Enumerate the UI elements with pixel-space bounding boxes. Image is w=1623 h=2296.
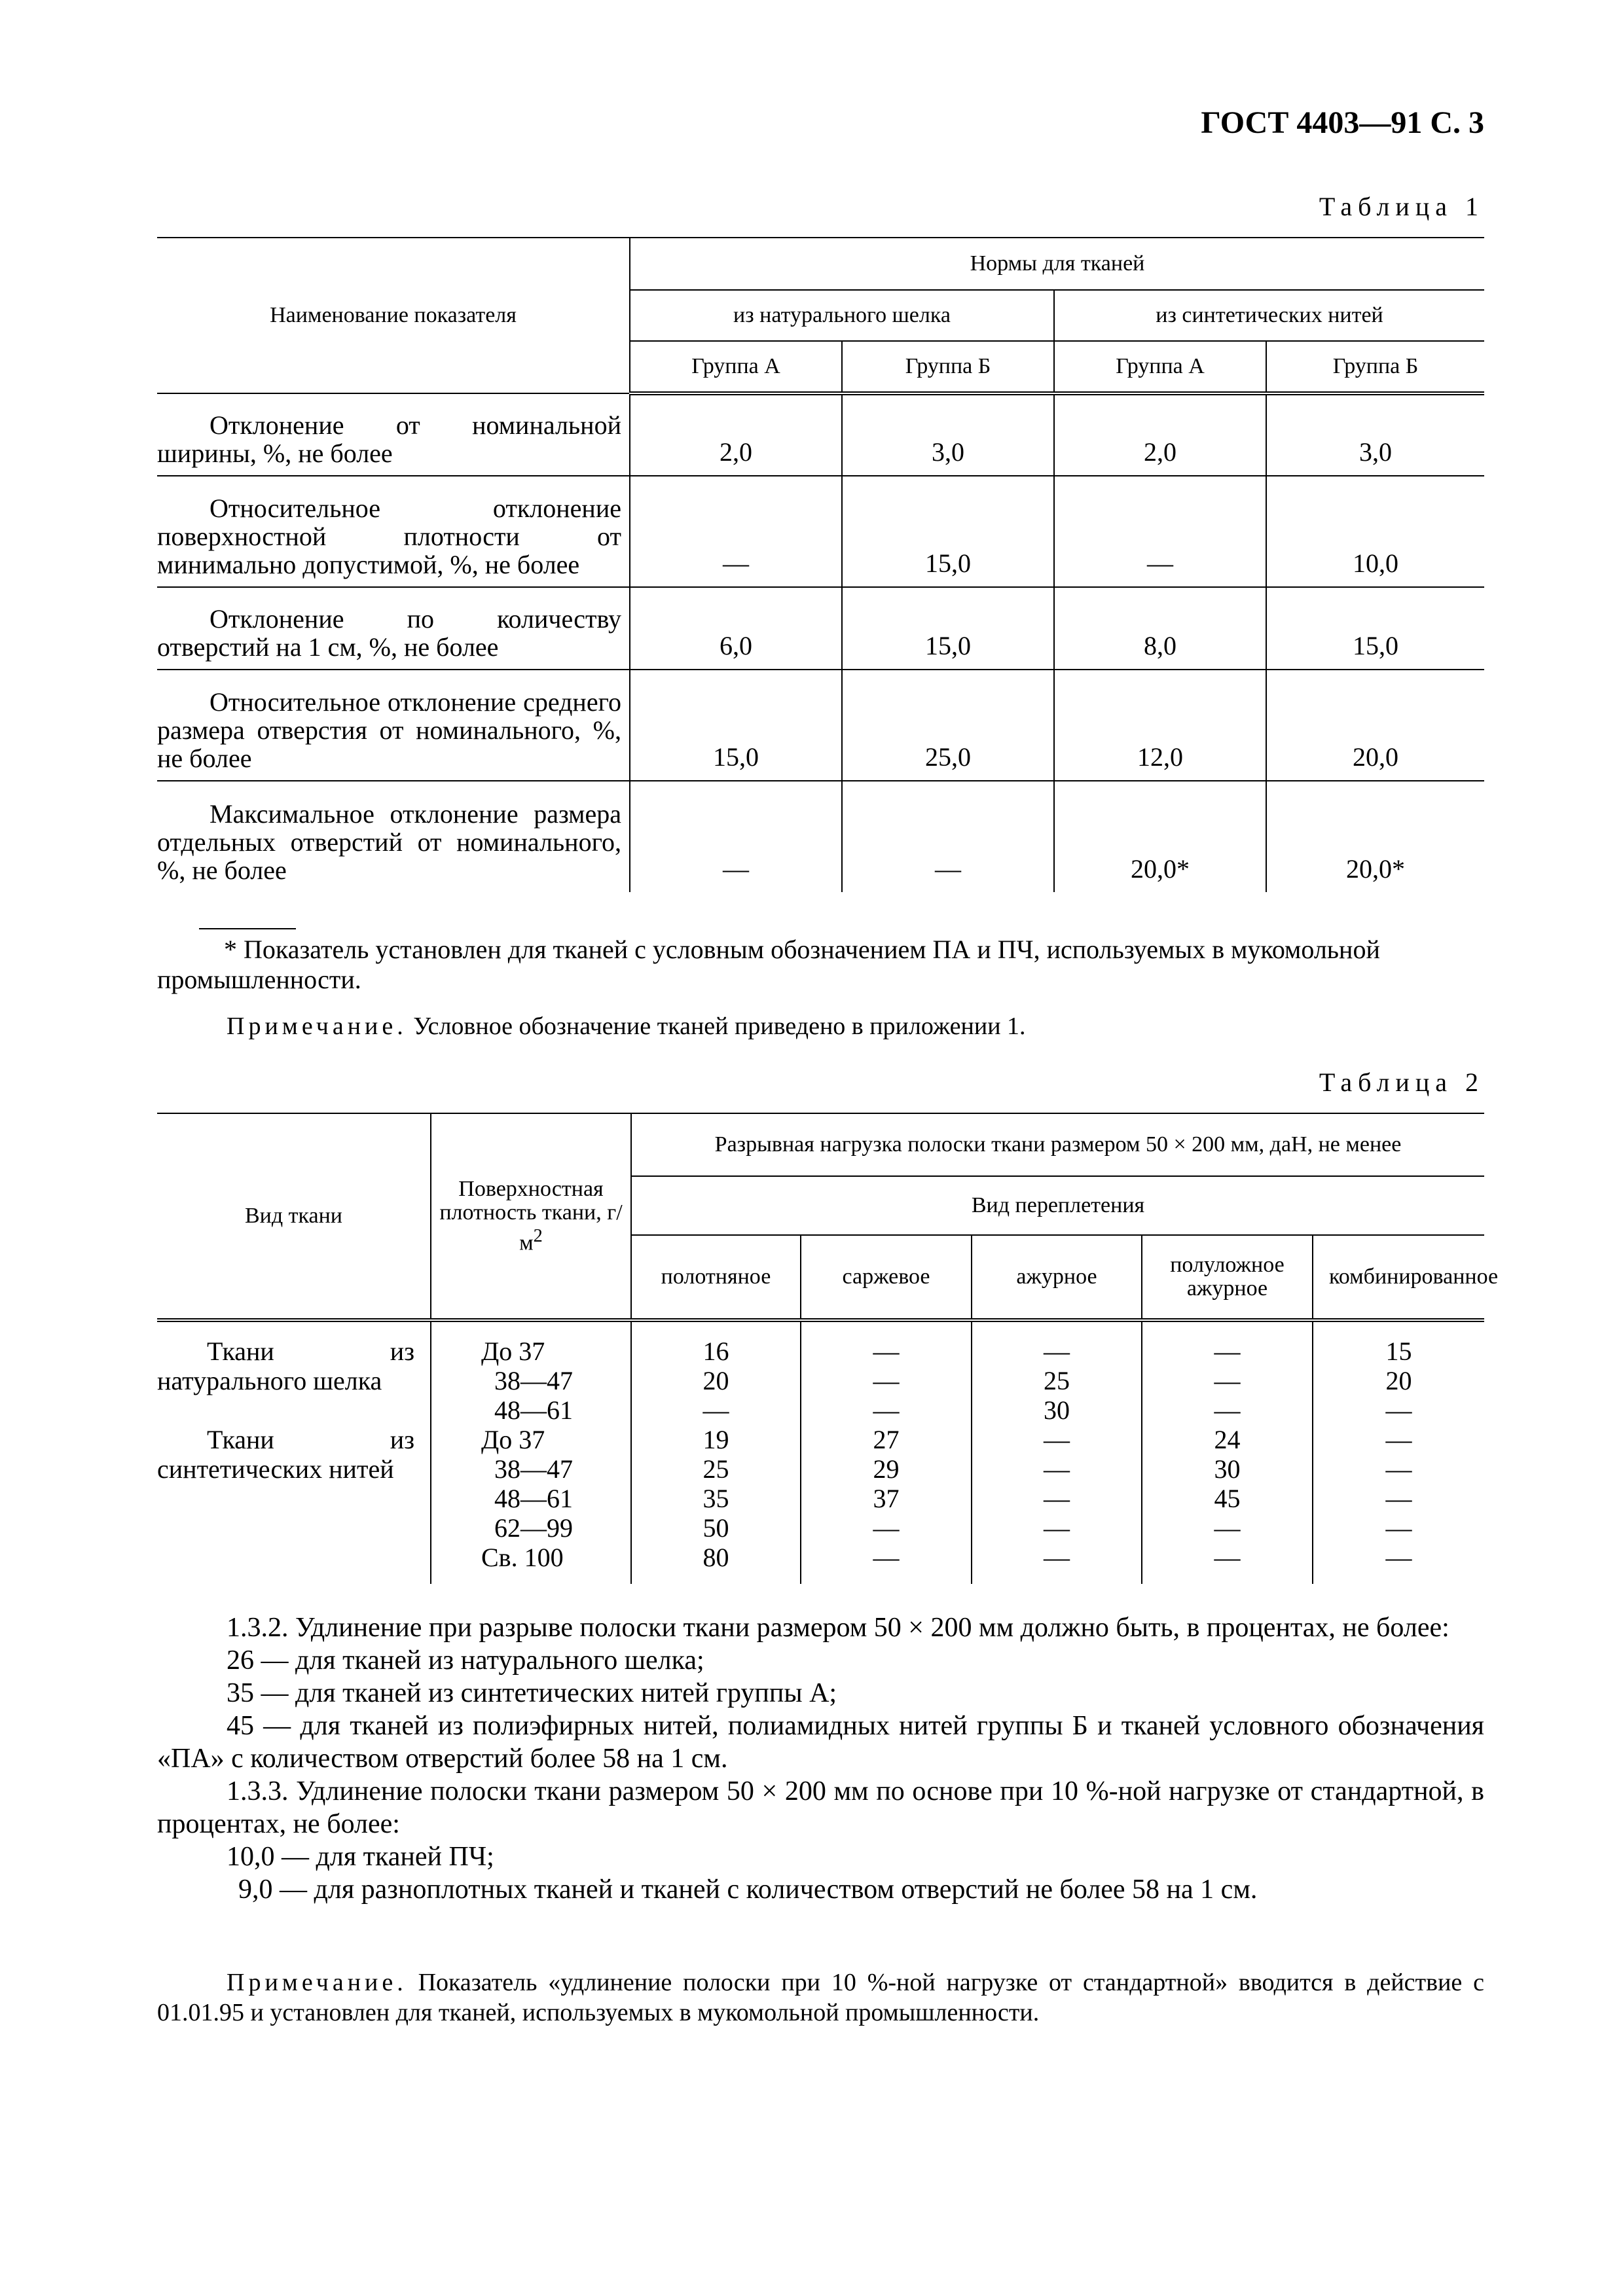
t1-col-natural: из натурального шелка	[630, 290, 1054, 341]
table1-row	[157, 476, 1484, 587]
t2-values-col	[631, 1320, 801, 1584]
t2-value: —	[1214, 1543, 1241, 1572]
t2-weave-header: комбинированное	[1313, 1235, 1484, 1320]
t2-density-value: Св. 100	[481, 1543, 564, 1572]
t2-density-value: 62—99	[494, 1513, 573, 1543]
t2-col-density: Поверхностная плотность ткани, $г/м^2$	[431, 1113, 631, 1320]
t1-value-cell: 12,0	[1054, 670, 1266, 781]
t2-value: 30	[1044, 1395, 1070, 1425]
t2-value: —	[1214, 1366, 1241, 1395]
t1-value-cell: 3,0	[1266, 393, 1484, 476]
paragraph: 35 — для тканей из синтетических нитей группы А;	[227, 1678, 837, 1708]
t1-col-synthetic: из синтетических нитей	[1054, 290, 1484, 341]
paragraph: 1.3.2. Удлинение при разрыве полоски ткани размером 50 × 200 мм должно быть, в процентах, не более:	[227, 1613, 1450, 1643]
t2-weave-header: полотняное	[631, 1235, 801, 1320]
t2-density-value: 38—47	[494, 1454, 573, 1484]
t2-density-value: 48—61	[494, 1395, 573, 1425]
t2-density-cell	[431, 1320, 631, 1584]
t2-value: —	[873, 1395, 900, 1425]
t2-value: 16	[702, 1336, 729, 1366]
table2	[157, 1113, 1499, 1584]
t2-value: —	[1385, 1454, 1412, 1484]
t2-value: 37	[873, 1484, 900, 1513]
t1-value-cell: 20,0*	[1266, 781, 1484, 892]
t1-row-name: Относительное отклонение среднего размера отверстия от номинального, %, не более	[157, 670, 630, 781]
note1-label: Примечание.	[227, 1013, 407, 1040]
note1-text: Условное обозначение тканей приведено в приложении 1.	[407, 1013, 1026, 1040]
t2-kind-cell	[157, 1320, 431, 1584]
t2-value: 20	[702, 1366, 729, 1395]
t2-weave-header: полуложное ажурное	[1142, 1235, 1313, 1320]
t2-value: 30	[1214, 1454, 1241, 1484]
t2-values-col	[1313, 1320, 1484, 1584]
t2-value: 27	[873, 1425, 900, 1454]
t2-density-value: 38—47	[494, 1366, 573, 1395]
t2-value: 19	[702, 1425, 729, 1454]
t1-row-name: Относительное отклонение поверхностной плотности от минимально допустимой, %, не более	[157, 476, 630, 587]
t1-row-name: Максимальное отклонение размера отдельных отверстий от номинального, %, не более	[157, 799, 621, 885]
t1-group-a: Группа А	[630, 341, 842, 393]
t1-value-cell: 15,0	[630, 670, 842, 781]
table1-row	[157, 670, 1484, 781]
t1-value-cell: —	[630, 476, 842, 587]
t1-value-cell: —	[842, 781, 1054, 892]
t2-value: —	[1044, 1336, 1070, 1366]
table2-caption: Таблица 2	[1319, 1067, 1484, 1097]
t1-group-b: Группа Б	[1266, 341, 1484, 393]
t2-kind-natural: Ткани из натурального шелка	[157, 1336, 414, 1395]
t1-value-cell: 6,0	[630, 587, 842, 670]
t2-values-col	[972, 1320, 1142, 1584]
t1-value-cell: 10,0	[1266, 476, 1484, 587]
t2-value: 29	[873, 1454, 900, 1484]
table1-row	[157, 393, 1484, 476]
t1-value-cell: 25,0	[842, 670, 1054, 781]
t2-value: —	[1214, 1513, 1241, 1543]
t1-value-cell: —	[1054, 476, 1266, 587]
t2-value: —	[1385, 1425, 1412, 1454]
t2-value: —	[873, 1336, 900, 1366]
t2-value: —	[1214, 1336, 1241, 1366]
t2-density-value: До 37	[481, 1425, 545, 1454]
t2-value: —	[1385, 1395, 1412, 1425]
t1-value-cell: 15,0	[1266, 587, 1484, 670]
t2-value: —	[1385, 1484, 1412, 1513]
paragraph: 10,0 — для тканей ПЧ;	[227, 1842, 494, 1872]
table1	[157, 237, 1484, 892]
t2-value: —	[873, 1543, 900, 1572]
t1-value-cell: 15,0	[842, 476, 1054, 587]
t2-kind-synthetic: Ткани из синтетических нитей	[157, 1425, 414, 1484]
t2-value: 25	[1044, 1366, 1070, 1395]
t2-value: —	[873, 1366, 900, 1395]
t2-value: —	[1044, 1513, 1070, 1543]
table1-row	[157, 781, 1484, 892]
note2	[157, 1967, 1484, 2028]
t1-value-cell: 8,0	[1054, 587, 1266, 670]
t2-value: —	[1044, 1454, 1070, 1484]
t2-density-value: До 37	[481, 1336, 545, 1366]
t2-value: 25	[702, 1454, 729, 1484]
note2-text: Показатель «удлинение полоски при 10 %-ной нагрузке от стандартной» вводится в действие с 01.01.95 и установлен для тканей, используемых в мукомольной промышленности.	[157, 1969, 1484, 2026]
t2-value: 15	[1385, 1336, 1412, 1366]
t1-row-name: Отклонение по количеству отверстий на 1 см, %, не более	[157, 587, 630, 670]
t1-value-cell: 20,0*	[1054, 781, 1266, 892]
t2-value: —	[1044, 1543, 1070, 1572]
t2-values-col	[801, 1320, 972, 1584]
t2-value: 20	[1385, 1366, 1412, 1395]
footnote-separator	[199, 928, 296, 929]
t2-value: —	[1385, 1543, 1412, 1572]
t2-value: 35	[702, 1484, 729, 1513]
t2-col-load: Разрывная нагрузка полоски ткани размером 50 × 200 мм, даН, не менее	[631, 1113, 1484, 1176]
t2-value: 24	[1214, 1425, 1241, 1454]
t1-value-cell: —	[630, 781, 842, 892]
t2-value: —	[702, 1395, 729, 1425]
paragraph: 1.3.3. Удлинение полоски ткани размером 50 × 200 мм по основе при 10 %-ной нагрузке от стандартной, в процентах, не более:	[157, 1776, 1484, 1839]
t1-col-norms: Нормы для тканей	[630, 238, 1484, 290]
footnote: * Показатель установлен для тканей с условным обозначением ПА и ПЧ, используемых в мукомольной промышленности.	[157, 935, 1380, 994]
t1-value-cell: 2,0	[1054, 393, 1266, 476]
t1-value-cell: 2,0	[630, 393, 842, 476]
t2-value: —	[1044, 1484, 1070, 1513]
t2-density-value: 48—61	[494, 1484, 573, 1513]
paragraph: 9,0 — для разноплотных тканей и тканей с количеством отверстий не более 58 на 1 см.	[238, 1874, 1258, 1905]
t2-value: —	[1385, 1513, 1412, 1543]
paragraph: 45 — для тканей из полиэфирных нитей, полиамидных нитей группы Б и тканей условного обозначения «ПА» с количеством отверстий более 58 на 1 см.	[157, 1711, 1484, 1774]
t1-row-name: Отклонение от номинальной ширины, %, не более	[157, 393, 630, 476]
t1-value-cell: 3,0	[842, 393, 1054, 476]
t1-value-cell: 15,0	[842, 587, 1054, 670]
t2-value: —	[1214, 1395, 1241, 1425]
note1	[227, 1012, 1026, 1041]
t2-value: —	[873, 1513, 900, 1543]
table1-caption: Таблица 1	[1319, 192, 1484, 221]
table1-row	[157, 587, 1484, 670]
t2-value: 45	[1214, 1484, 1241, 1513]
t1-col-name: Наименование показателя	[157, 238, 630, 393]
note2-label: Примечание.	[227, 1969, 407, 1996]
t2-col-weave: Вид переплетения	[631, 1176, 1484, 1235]
paragraph: 26 — для тканей из натурального шелка;	[227, 1645, 704, 1676]
t1-value-cell: 20,0	[1266, 670, 1484, 781]
t2-value: 80	[702, 1543, 729, 1572]
page-header: ГОСТ 4403—91 С. 3	[1201, 105, 1484, 140]
t2-weave-header: саржевое	[801, 1235, 972, 1320]
t2-value: —	[1044, 1425, 1070, 1454]
t1-group-b: Группа Б	[842, 341, 1054, 393]
t2-weave-header: ажурное	[972, 1235, 1142, 1320]
t2-values-col	[1142, 1320, 1313, 1584]
body-text	[157, 1611, 1484, 1906]
t2-col-kind: Вид ткани	[157, 1113, 431, 1320]
t2-value: 50	[702, 1513, 729, 1543]
t1-group-a: Группа А	[1054, 341, 1266, 393]
